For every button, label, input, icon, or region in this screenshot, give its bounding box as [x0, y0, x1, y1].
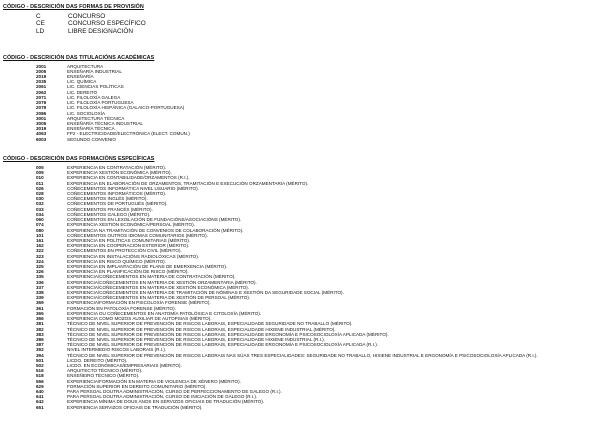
row-code: 516 — [36, 368, 44, 374]
row-description: ENXEÑEIRO TÉCNICO (MÉRITO). — [67, 373, 140, 379]
row-description: ARQUITECTURA — [67, 63, 104, 69]
row-code: 060 — [36, 217, 44, 223]
formacions-section-title: CÓDIGO - DESCRICIÓN DAS FORMACIÓNS ESPECÍFICAS — [3, 156, 155, 162]
row-description: EXPERIENCIA/FORMACIÓN EN MATERIA DE VIOLENCIA DE XÉNERO (MÉRITO). — [67, 378, 241, 384]
row-description: NIVEL INTERMEDIO RISCOS LABORAIS (R.I.). — [67, 347, 167, 353]
row-description: LIC. FILOLOXÍA PORTUGUESA — [67, 100, 134, 106]
row-description: ENXEÑARÍA TÉCNICA — [67, 126, 115, 132]
row-description: TÉCNICO DE NIVEL SUPERIOR DE PREVENCIÓN DE RISCOS LABORAIS, ESPECIALIDADE HIXIENE INDUSTRIAL (R.I.). — [67, 336, 325, 342]
row-description: COÑECEMENTOS DE PORTUGUÉS (MÉRITO). — [67, 201, 168, 207]
row-code: LD — [36, 27, 45, 35]
row-description: COÑECEMENTOS EN LEXISLACIÓN DE FUNDACIÓNS/ASOCIACIÓNS (MÉRITO). — [67, 217, 242, 223]
row-code: 518 — [36, 373, 44, 379]
row-code: 005 — [36, 165, 44, 170]
row-description: EXPERIENCIA MÍNIMA DE DOUS ANOS EN SERVIZOS OFICIAIS DE TRADUCIÓN (MÉRITO). — [67, 399, 265, 405]
row-code: 337 — [36, 284, 44, 290]
row-description: EXPERIENCIA COMO MOZOS AUXILIAR DE AUTOPSIAS (MÉRITO). — [67, 316, 212, 322]
row-description: EXPERIENCIA NA TRAMITACIÓN DE CONVENIOS DE COLABORACIÓN (MÉRITO). — [67, 227, 244, 233]
row-code: 387 — [36, 342, 44, 348]
row-code: 641 — [36, 394, 44, 400]
row-code: 2076 — [36, 100, 47, 106]
row-description: EXPERIENCIA/COÑECEMENTOS EN MATERIA DE CONTRATACIÓN (MÉRITO). — [67, 274, 236, 280]
row-code: 2086 — [36, 110, 47, 116]
row-code: 3019 — [36, 126, 47, 132]
provision-section-title: CÓDIGO - DESCRICIÓN DAS FORMAS DE PROVISIÓN — [3, 4, 144, 10]
row-description: EXPERIENCIA XESTIÓN ECONÓMICA/PERSOAL (MÉRITO). — [67, 222, 195, 228]
row-description: TÉCNICO DE NIVEL SUPERIOR DE PREVENCIÓN DE RISCOS LABORAIS, ESPECIALIDADE SEGURIDADE NO TRABALLO (MÉRITO). — [67, 321, 353, 327]
row-code: 032 — [36, 201, 44, 207]
row-code: C — [36, 13, 41, 20]
row-description: EXPERIENCIA/FORMACIÓN EN PSICOLOXÍA FORENSE (MÉRITO). — [67, 300, 211, 306]
row-code: 2035 — [36, 79, 47, 85]
row-code: 034 — [36, 211, 44, 217]
row-code: 651 — [36, 404, 44, 410]
row-description: LIC. FILOLOXÍA HISPÁNICA (GALAICO-PORTUGUESA) — [67, 105, 185, 111]
row-code: 322 — [36, 248, 44, 254]
row-description: TÉCNICO DE NIVEL SUPERIOR DE PREVENCIÓN DE RISCOS LABORAIS NAS SÚAS TRES ESPECIALIDADES: SEGURIDADE NO TRABALLO, HIXIENE INDUSTRIAL E ERGONOMÍA E PSICOSOCIOLOXÍA APLICADA (R.I.). — [67, 352, 538, 358]
row-description: ENXEÑARÍA INDUSTRIAL — [67, 68, 122, 74]
row-description: CONCURSO — [68, 13, 106, 20]
row-description: LIC. QUÍMICA — [67, 79, 97, 85]
row-description: TÉCNICO DE NIVEL SUPERIOR DE PREVENCIÓN DE RISCOS LABORAIS, ESPECIALIDADE HIXIENE INDUSTRIAL (MÉRITO). — [67, 326, 336, 332]
row-code: 010 — [36, 175, 44, 181]
row-code: 2061 — [36, 84, 47, 90]
row-description: EXPERIENCIA EN IMPLANTACIÓN DE PLANS DE EMERXENCIA (MÉRITO). — [67, 263, 228, 269]
row-code: 009 — [36, 170, 44, 176]
row-description: EXPERIENCIA SERVIZOS OFICIAIS DE TRADUCIÓN (MÉRITO). — [67, 404, 203, 410]
row-description: CONCURSO ESPECÍFICO — [68, 20, 146, 28]
row-description: EXPERIENCIA/COÑECEMENTOS EN MATERIA DE XESTIÓN DE PERSOAL (MÉRITO). — [67, 295, 251, 301]
row-description: FP2 - ELECTRICIDADE/ELECTRÓNICA (ELECT. COMUN.) — [67, 131, 190, 137]
row-description: ARQUITECTURA TÉCNICA — [67, 115, 125, 121]
row-code: 629 — [36, 383, 44, 389]
row-code: 394 — [36, 352, 44, 358]
row-code: 162 — [36, 243, 44, 249]
row-description: COÑECEMENTOS FRANCÉS (MÉRITO). — [67, 206, 153, 212]
row-code: 323 — [36, 253, 44, 259]
row-code: 2001 — [36, 63, 47, 69]
row-description: EXPERIENCIA EN INSTALACIÓNS RADIOLÓXICAS (MÉRITO). — [67, 253, 200, 259]
row-code: 502 — [36, 362, 44, 368]
row-code: 386 — [36, 336, 44, 342]
row-description: EXPERIENCIA XESTIÓN ECONÓMICA (MÉRITO). — [67, 170, 172, 176]
row-code: 074 — [36, 222, 44, 228]
row-description: PARA PERSOAL DOUTRA ADMINISTRACIÓN, CURSO DE PERFECCIONAMENTO DE GALEGO (R.I.). — [67, 389, 282, 395]
row-description: COÑECEMENTOS INFORMÁTICA NIVEL USUARIO (MÉRITO). — [67, 185, 199, 191]
row-description: EXPERIENCIA EN POLÍTICAS COMUNITARIAS (MÉRITO). — [67, 237, 191, 243]
row-description: LICDO. EN ECONÓMICAS/EMPRESARIAIS (MÉRITO). — [67, 362, 182, 368]
row-description: LIBRE DESIGNACIÓN — [68, 27, 133, 35]
row-code: 030 — [36, 196, 44, 202]
row-code: 383 — [36, 331, 44, 337]
row-description: EXPERIENCIA EN CONTABILIDADE/ORZAMENTOS (R.I.). — [67, 175, 190, 181]
row-code: 361 — [36, 305, 44, 311]
row-description: EXPERIENCIA EN RISCO QUÍMICO (MÉRITO). — [67, 258, 166, 264]
row-code: 339 — [36, 295, 44, 301]
row-description: EXPERIENCIA/COÑECEMENTOS EN MATERIA DE TRAMITACIÓN DE NÓMINAS E XESTIÓN DA SEGURIDADE SOCIAL (MÉRITO). — [67, 290, 344, 296]
row-code: 080 — [36, 227, 44, 233]
row-code: 640 — [36, 389, 44, 395]
row-code: 501 — [36, 357, 44, 363]
row-description: EXPERIENCIA EN PLANIFICACIÓN DE RISCO (MÉRITO). — [67, 269, 189, 275]
row-code: 366 — [36, 316, 44, 322]
row-description: PARA PERSOAL DOUTRA ADMINISTRACIÓN, CURSO DE INICIACIÓN DE GALEGO (R.I.). — [67, 394, 258, 400]
row-code: 026 — [36, 185, 44, 191]
row-description: EXPERIENCIA/COÑECEMENTOS EN MATERIA DE XESTIÓN ORZAMENTARIA (MÉRITO). — [67, 279, 257, 285]
row-description: TÉCNICO DE NIVEL SUPERIOR DE PREVENCIÓN DE RISCOS LABORAIS, ESPECIALIDADE ERGONOMÍA E PSICOSOCIOLOXÍA APLICADA (MÉRITO). — [67, 331, 389, 337]
titulacions-section-title: CÓDIGO - DESCRICIÓN DAS TITULACIÓNS ACADÉMICAS — [3, 55, 155, 61]
row-code: 338 — [36, 290, 44, 296]
row-description: COÑECEMENTOS INFORMÁTICOS (MÉRITO). — [67, 191, 167, 197]
row-description: COÑECEMENTOS INGLÉS (MÉRITO). — [67, 196, 148, 202]
row-description: COÑECEMENTOS GALEGO (MÉRITO). — [67, 211, 151, 217]
row-code: 326 — [36, 269, 44, 275]
row-code: 382 — [36, 326, 44, 332]
row-description: ENXEÑARÍA — [67, 73, 94, 79]
row-code: 336 — [36, 279, 44, 285]
row-code: 011 — [36, 180, 44, 186]
row-description: EXPERIENCIA EN COOPERACIÓN EXTERIOR (MÉRITO). — [67, 243, 190, 249]
row-code: 365 — [36, 310, 44, 316]
row-code: 6003 — [36, 136, 47, 142]
row-description: LIC. CIENCIAS POLÍTICAS — [67, 84, 124, 90]
row-code: 161 — [36, 237, 44, 243]
row-code: 2019 — [36, 73, 47, 79]
row-description: ENXEÑARÍA TÉCNICA INDUSTRIAL — [67, 121, 143, 127]
row-code: 3005 — [36, 121, 47, 127]
row-code: 369 — [36, 300, 44, 306]
row-code: 325 — [36, 263, 44, 269]
row-description: ARQUITECTO TÉCNICO (MÉRITO). — [67, 368, 143, 374]
row-code: 2079 — [36, 105, 47, 111]
row-description: EXPERIENCIA/COÑECEMENTOS EN MATERIA DE XESTIÓN ECONÓMICA (MÉRITO). — [67, 284, 249, 290]
row-description: EXPERIENCIA EN CONTRATACIÓN (MÉRITO). — [67, 165, 167, 170]
row-description: LIC. DEREITO — [67, 89, 98, 95]
row-code: 642 — [36, 399, 44, 405]
row-description: LICDO. DEREITO (MÉRITO). — [67, 357, 128, 363]
row-description: FORMACIÓN EN PATOLOXÍA FORENSE (MÉRITO). — [67, 305, 176, 311]
row-code: 3001 — [36, 115, 47, 121]
row-description: COÑECEMENTOS OUTROS IDIOMAS COMUNITARIOS (MÉRITO). — [67, 232, 208, 238]
row-code: 392 — [36, 347, 44, 353]
row-description: EXPERIENCIA OU COÑECEMENTOS EN ANATOMÍA PATOLÓXICA E CITOLOXÍA (MÉRITO). — [67, 310, 262, 316]
row-description: EXPERIENCIA EN ELABORACIÓN DE ORZAMENTOS, TRAMITACIÓN E EXECUCIÓN ORZAMENTARIA (MÉRITO). — [67, 180, 309, 186]
row-description: COÑECEMENTOS EN PROTECCIÓN CIVIL (MÉRITO). — [67, 248, 182, 254]
row-code: 033 — [36, 206, 44, 212]
row-code: 324 — [36, 258, 44, 264]
row-code: 4063 — [36, 131, 47, 137]
row-code: 2062 — [36, 89, 47, 95]
row-code: 2071 — [36, 94, 47, 100]
row-code: 101 — [36, 232, 44, 238]
row-code: 2005 — [36, 68, 47, 74]
row-code: 028 — [36, 191, 44, 197]
row-description: LIC. FILOLOXÍA GALEGA — [67, 94, 121, 100]
row-code: 381 — [36, 321, 44, 327]
row-description: LIC. SOCIOLOXÍA — [67, 110, 106, 116]
row-code: CE — [36, 20, 45, 28]
row-code: 335 — [36, 274, 44, 280]
row-description: TÉCNICO DE NIVEL SUPERIOR DE PREVENCIÓN DE RISCOS LABORAIS, ESPECIALIDADE ERGONOMÍA E PSICOSOCIOLOXÍA APLICADA (R.I.). — [67, 342, 379, 348]
row-code: 556 — [36, 378, 44, 384]
row-description: FORMACIÓN SUPERIOR EN DEREITO COMUNITARIO (MÉRITO). — [67, 383, 207, 389]
row-description: SEGUNDO CONVENIO — [67, 136, 117, 142]
